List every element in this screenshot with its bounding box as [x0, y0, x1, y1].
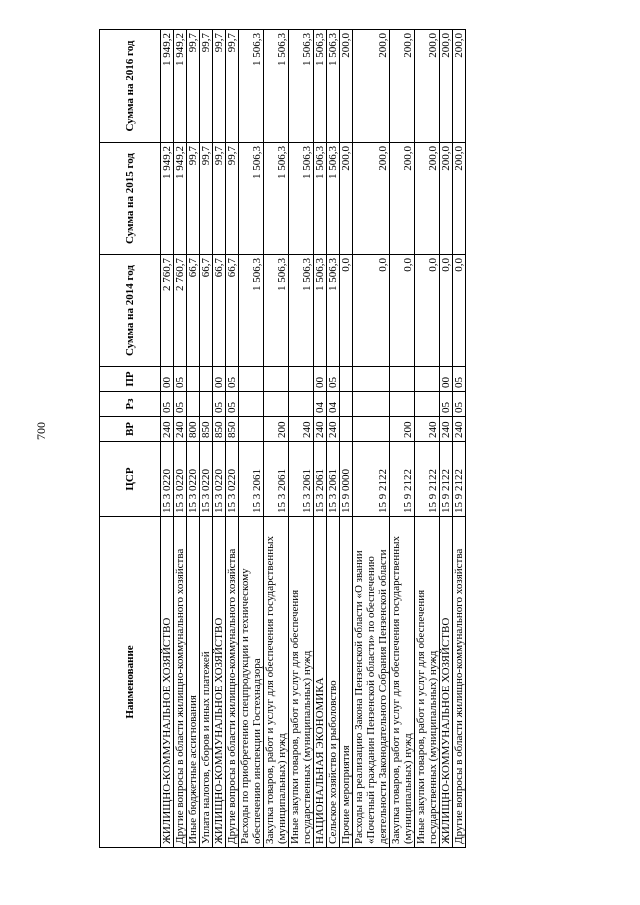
cell-name: ЖИЛИЩНО-КОММУНАЛЬНОЕ ХОЗЯЙСТВО — [161, 517, 174, 848]
cell-csr: 15 3 2061 — [264, 442, 289, 517]
cell-pr: 00 — [161, 367, 174, 392]
cell-rz: 04 — [314, 392, 327, 417]
column-header-vr: ВР — [100, 417, 161, 442]
cell-pr — [187, 367, 200, 392]
cell-name: НАЦИОНАЛЬНАЯ ЭКОНОМИКА — [314, 517, 327, 848]
cell-name: ЖИЛИЩНО-КОММУНАЛЬНОЕ ХОЗЯЙСТВО — [440, 517, 453, 848]
cell-sum-2015: 1 506,3 — [239, 143, 264, 255]
cell-vr: 240 — [289, 417, 314, 442]
cell-csr: 15 3 0220 — [200, 442, 213, 517]
cell-csr: 15 3 0220 — [187, 442, 200, 517]
cell-sum-2016: 200,0 — [390, 30, 415, 143]
rotated-table-container — [99, 30, 631, 848]
table-row — [340, 30, 353, 848]
cell-sum-2015: 200,0 — [353, 143, 390, 255]
cell-sum-2014: 0,0 — [440, 255, 453, 367]
table-header-row — [100, 30, 161, 848]
cell-sum-2016: 99,7 — [187, 30, 200, 143]
cell-pr — [200, 367, 213, 392]
cell-sum-2015: 1 949,2 — [174, 143, 187, 255]
cell-sum-2014: 1 506,3 — [314, 255, 327, 367]
cell-sum-2015: 200,0 — [440, 143, 453, 255]
cell-sum-2016: 200,0 — [440, 30, 453, 143]
cell-vr: 800 — [187, 417, 200, 442]
cell-sum-2015: 200,0 — [453, 143, 466, 255]
cell-sum-2014: 0,0 — [453, 255, 466, 367]
cell-rz — [200, 392, 213, 417]
cell-sum-2015: 99,7 — [213, 143, 226, 255]
cell-sum-2016: 200,0 — [353, 30, 390, 143]
cell-rz — [390, 392, 415, 417]
cell-sum-2015: 99,7 — [226, 143, 239, 255]
cell-sum-2014: 0,0 — [415, 255, 440, 367]
table-row — [440, 30, 453, 848]
cell-name: ЖИЛИЩНО-КОММУНАЛЬНОЕ ХОЗЯЙСТВО — [213, 517, 226, 848]
cell-vr: 240 — [174, 417, 187, 442]
cell-rz — [340, 392, 353, 417]
cell-csr: 15 9 2122 — [353, 442, 390, 517]
cell-csr: 15 9 2122 — [440, 442, 453, 517]
cell-sum-2015: 200,0 — [415, 143, 440, 255]
cell-csr: 15 3 2061 — [327, 442, 340, 517]
cell-name: Сельское хозяйство и рыболовство — [327, 517, 340, 848]
column-header-csr: ЦСР — [100, 442, 161, 517]
cell-name: Иные закупки товаров, работ и услуг для обеспечения государственных (муниципальных) нужд — [415, 517, 440, 848]
table-row — [200, 30, 213, 848]
cell-pr: 05 — [327, 367, 340, 392]
cell-sum-2014: 0,0 — [340, 255, 353, 367]
cell-sum-2015: 99,7 — [187, 143, 200, 255]
cell-pr: 00 — [213, 367, 226, 392]
cell-pr — [353, 367, 390, 392]
budget-table — [99, 29, 466, 848]
cell-sum-2016: 1 506,3 — [314, 30, 327, 143]
cell-csr: 15 9 2122 — [415, 442, 440, 517]
cell-sum-2016: 99,7 — [213, 30, 226, 143]
cell-rz: 04 — [327, 392, 340, 417]
cell-vr: 240 — [440, 417, 453, 442]
cell-pr — [239, 367, 264, 392]
column-header-sum-2015: Сумма на 2015 год — [100, 143, 161, 255]
cell-pr: 05 — [453, 367, 466, 392]
cell-sum-2016: 1 506,3 — [327, 30, 340, 143]
cell-rz — [289, 392, 314, 417]
cell-sum-2016: 200,0 — [415, 30, 440, 143]
column-header-sum-2014: Сумма на 2014 год — [100, 255, 161, 367]
cell-sum-2014: 1 506,3 — [239, 255, 264, 367]
cell-csr: 15 3 2061 — [239, 442, 264, 517]
cell-rz: 05 — [161, 392, 174, 417]
column-header-name: Наименование — [100, 517, 161, 848]
cell-rz: 05 — [213, 392, 226, 417]
cell-csr: 15 3 0220 — [161, 442, 174, 517]
cell-sum-2016: 1 506,3 — [289, 30, 314, 143]
cell-name: Другие вопросы в области жилищно-коммунального хозяйства — [226, 517, 239, 848]
cell-sum-2016: 1 506,3 — [239, 30, 264, 143]
cell-pr: 00 — [440, 367, 453, 392]
cell-rz — [353, 392, 390, 417]
table-row — [174, 30, 187, 848]
cell-sum-2015: 200,0 — [340, 143, 353, 255]
table-row — [239, 30, 264, 848]
cell-sum-2014: 66,7 — [213, 255, 226, 367]
cell-sum-2016: 1 949,2 — [174, 30, 187, 143]
cell-sum-2015: 1 506,3 — [289, 143, 314, 255]
column-header-pr: ПР — [100, 367, 161, 392]
cell-name: Уплата налогов, сборов и иных платежей — [200, 517, 213, 848]
cell-pr — [264, 367, 289, 392]
cell-name: Иные бюджетные ассигнования — [187, 517, 200, 848]
cell-sum-2014: 2 760,7 — [161, 255, 174, 367]
cell-vr: 240 — [161, 417, 174, 442]
cell-vr — [353, 417, 390, 442]
cell-csr: 15 3 2061 — [289, 442, 314, 517]
cell-rz: 05 — [174, 392, 187, 417]
cell-rz — [264, 392, 289, 417]
cell-name: Прочие мероприятия — [340, 517, 353, 848]
table-body — [161, 30, 466, 848]
cell-sum-2014: 1 506,3 — [327, 255, 340, 367]
cell-sum-2016: 200,0 — [340, 30, 353, 143]
cell-csr: 15 9 0000 — [340, 442, 353, 517]
cell-csr: 15 3 0220 — [213, 442, 226, 517]
table-row — [415, 30, 440, 848]
cell-rz: 05 — [440, 392, 453, 417]
cell-sum-2015: 1 506,3 — [264, 143, 289, 255]
table-row — [161, 30, 174, 848]
cell-sum-2015: 99,7 — [200, 143, 213, 255]
cell-vr: 850 — [200, 417, 213, 442]
cell-csr: 15 9 2122 — [453, 442, 466, 517]
cell-name: Расходы на реализацию Закона Пензенской области «О звании «Почетный гражданин Пензенской области» по обеспечению деятельности Законодательного Собрания Пензенской области — [353, 517, 390, 848]
cell-sum-2016: 99,7 — [200, 30, 213, 143]
table-row — [453, 30, 466, 848]
page-number: 700 — [34, 422, 48, 440]
cell-sum-2015: 1 506,3 — [314, 143, 327, 255]
cell-vr: 240 — [314, 417, 327, 442]
cell-csr: 15 3 0220 — [174, 442, 187, 517]
cell-pr — [415, 367, 440, 392]
cell-vr: 200 — [390, 417, 415, 442]
cell-pr: 00 — [314, 367, 327, 392]
cell-vr: 240 — [327, 417, 340, 442]
cell-pr: 05 — [174, 367, 187, 392]
cell-sum-2016: 1 506,3 — [264, 30, 289, 143]
cell-name: Закупка товаров, работ и услуг для обеспечения государственных (муниципальных) нужд — [390, 517, 415, 848]
table-row — [353, 30, 390, 848]
column-header-sum-2016: Сумма на 2016 год — [100, 30, 161, 143]
cell-sum-2014: 0,0 — [390, 255, 415, 367]
cell-sum-2015: 200,0 — [390, 143, 415, 255]
cell-rz: 05 — [453, 392, 466, 417]
cell-rz — [187, 392, 200, 417]
table-row — [213, 30, 226, 848]
cell-rz — [239, 392, 264, 417]
cell-vr: 200 — [264, 417, 289, 442]
column-header-rz: Рз — [100, 392, 161, 417]
cell-pr — [289, 367, 314, 392]
cell-rz: 05 — [226, 392, 239, 417]
cell-csr: 15 9 2122 — [390, 442, 415, 517]
cell-sum-2015: 1 506,3 — [327, 143, 340, 255]
cell-sum-2014: 66,7 — [187, 255, 200, 367]
cell-name: Иные закупки товаров, работ и услуг для обеспечения государственных (муниципальных) нужд — [289, 517, 314, 848]
table-row — [390, 30, 415, 848]
cell-vr — [340, 417, 353, 442]
cell-vr: 240 — [453, 417, 466, 442]
table-row — [187, 30, 200, 848]
cell-vr — [239, 417, 264, 442]
table-row — [264, 30, 289, 848]
cell-sum-2014: 1 506,3 — [289, 255, 314, 367]
cell-sum-2014: 2 760,7 — [174, 255, 187, 367]
cell-sum-2016: 99,7 — [226, 30, 239, 143]
table-row — [314, 30, 327, 848]
cell-sum-2016: 200,0 — [453, 30, 466, 143]
cell-rz — [415, 392, 440, 417]
cell-pr — [390, 367, 415, 392]
table-row — [289, 30, 314, 848]
cell-vr: 850 — [213, 417, 226, 442]
cell-sum-2014: 66,7 — [200, 255, 213, 367]
cell-name: Другие вопросы в области жилищно-коммунального хозяйства — [174, 517, 187, 848]
table-row — [226, 30, 239, 848]
cell-pr: 05 — [226, 367, 239, 392]
cell-name: Расходы по приобретению спецпродукции и техническому обеспечению инспекции Гостехнадзора — [239, 517, 264, 848]
cell-sum-2014: 1 506,3 — [264, 255, 289, 367]
cell-vr: 240 — [415, 417, 440, 442]
cell-name: Закупка товаров, работ и услуг для обеспечения государственных (муниципальных) нужд — [264, 517, 289, 848]
cell-name: Другие вопросы в области жилищно-коммунального хозяйства — [453, 517, 466, 848]
cell-sum-2014: 0,0 — [353, 255, 390, 367]
cell-sum-2016: 1 949,2 — [161, 30, 174, 143]
cell-vr: 850 — [226, 417, 239, 442]
cell-csr: 15 3 0220 — [226, 442, 239, 517]
cell-sum-2015: 1 949,2 — [161, 143, 174, 255]
table-row — [327, 30, 340, 848]
cell-csr: 15 3 2061 — [314, 442, 327, 517]
cell-sum-2014: 66,7 — [226, 255, 239, 367]
cell-pr — [340, 367, 353, 392]
